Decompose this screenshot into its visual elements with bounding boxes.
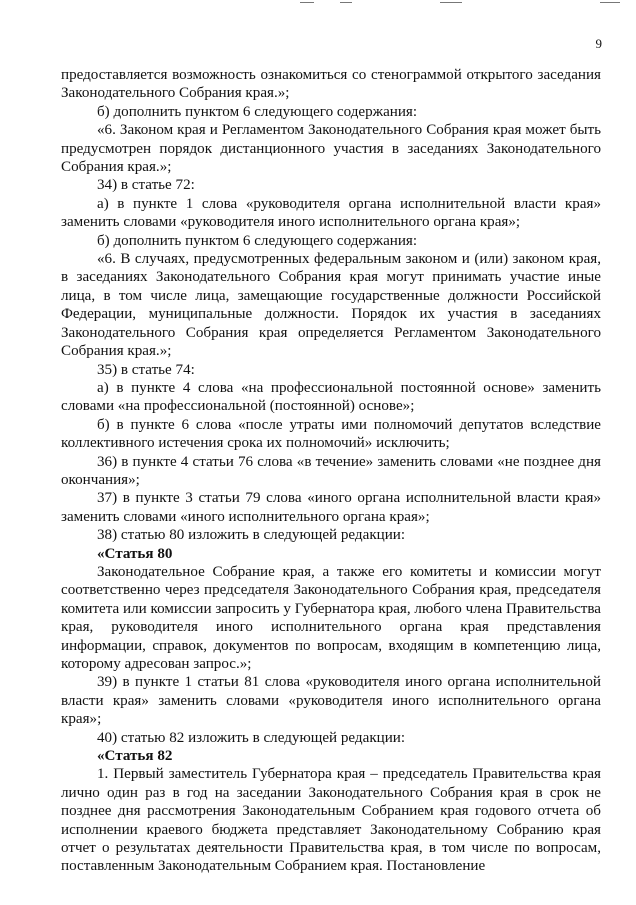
paragraph-continuation: предоставляется возможность ознакомиться со стенограммой открытого заседания Законодательного Собрания края.»; <box>61 67 601 102</box>
article-80-text: Законодательное Собрание края, а также его комитеты и комиссии могут соответственно через председателя Законодательного Собрания края, председателя комитета или комиссии запросить у Губернатора края, любого члена Правительства края, руководителя иного исполнительного органа края представления информации, справок, документов по вопросам, входящим в компетенцию лица, которому адресован запрос.»; <box>61 563 601 672</box>
paragraph-item-a: а) в пункте 4 слова «на профессиональной постоянной основе» заменить словами «на профессиональной (постоянной) основе»; <box>61 379 601 415</box>
paragraph-item-34: 34) в статье 72: <box>97 177 195 194</box>
paragraph-item-36: 36) в пункте 4 статьи 76 слова «в течение» заменить словами «не позднее дня окончания»; <box>61 453 601 488</box>
paragraph-item-39: 39) в пункте 1 статьи 81 слова «руководителя иного органа исполнительной власти края» заменить словами «руководителя иного исполнительного органа края»; <box>61 674 601 728</box>
paragraph-item-b: б) дополнить пунктом 6 следующего содержания: <box>97 232 418 249</box>
paragraph-quote-point-6: «6. Законом края и Регламентом Законодательного Собрания края может быть предусмотрен порядок дистанционного участия в заседаниях Законодательного Собрания края.»; <box>61 122 601 176</box>
paragraph-item-b: б) дополнить пунктом 6 следующего содержания: <box>97 103 418 120</box>
paragraph-item-38: 38) статью 80 изложить в следующей редакции: <box>97 527 406 544</box>
paragraph-item-35: 35) в статье 74: <box>97 361 195 378</box>
paragraph-quote-point-6: «6. В случаях, предусмотренных федеральным законом и (или) законом края, в заседаниях Законодательного Собрания края могут принимать участие иные лица, в том числе лица, замещающие государственные должности Российской Федерации, муниципальные должности. Порядок их участия в заседаниях Законодательного Собрания края определяется Регламентом Законодательного Собрания края.»; <box>61 251 601 360</box>
article-80-heading: «Статья 80 <box>97 545 173 562</box>
paragraph-item-a: а) в пункте 1 слова «руководителя органа исполнительной власти края» заменить словами «руководителя иного исполнительного органа края»; <box>61 195 601 231</box>
page-number: 9 <box>595 36 602 51</box>
document-body <box>61 66 601 876</box>
paragraph-item-b: б) в пункте 6 слова «после утраты ими полномочий депутатов вследствие коллективного истечения срока их полномочий» исключить; <box>61 416 601 452</box>
scan-edge-marks <box>0 0 636 6</box>
article-82-heading: «Статья 82 <box>97 748 173 765</box>
paragraph-item-37: 37) в пункте 3 статьи 79 слова «иного органа исполнительной власти края» заменить словами «иного исполнительного органа края»; <box>61 490 601 525</box>
article-82-point-1: 1. Первый заместитель Губернатора края – председатель Правительства края лично один раз в год на заседании Законодательного Собрания края в срок не позднее дня рассмотрения Законодательным Собранием края годового отчета об исполнении краевого бюджета представляет Законодательному Собранию края отчет о результатах деятельности Правительства края, в том числе по вопросам, поставленным Законодательным Собранием края. Постановление <box>61 766 601 875</box>
paragraph-item-40: 40) статью 82 изложить в следующей редакции: <box>97 729 406 746</box>
